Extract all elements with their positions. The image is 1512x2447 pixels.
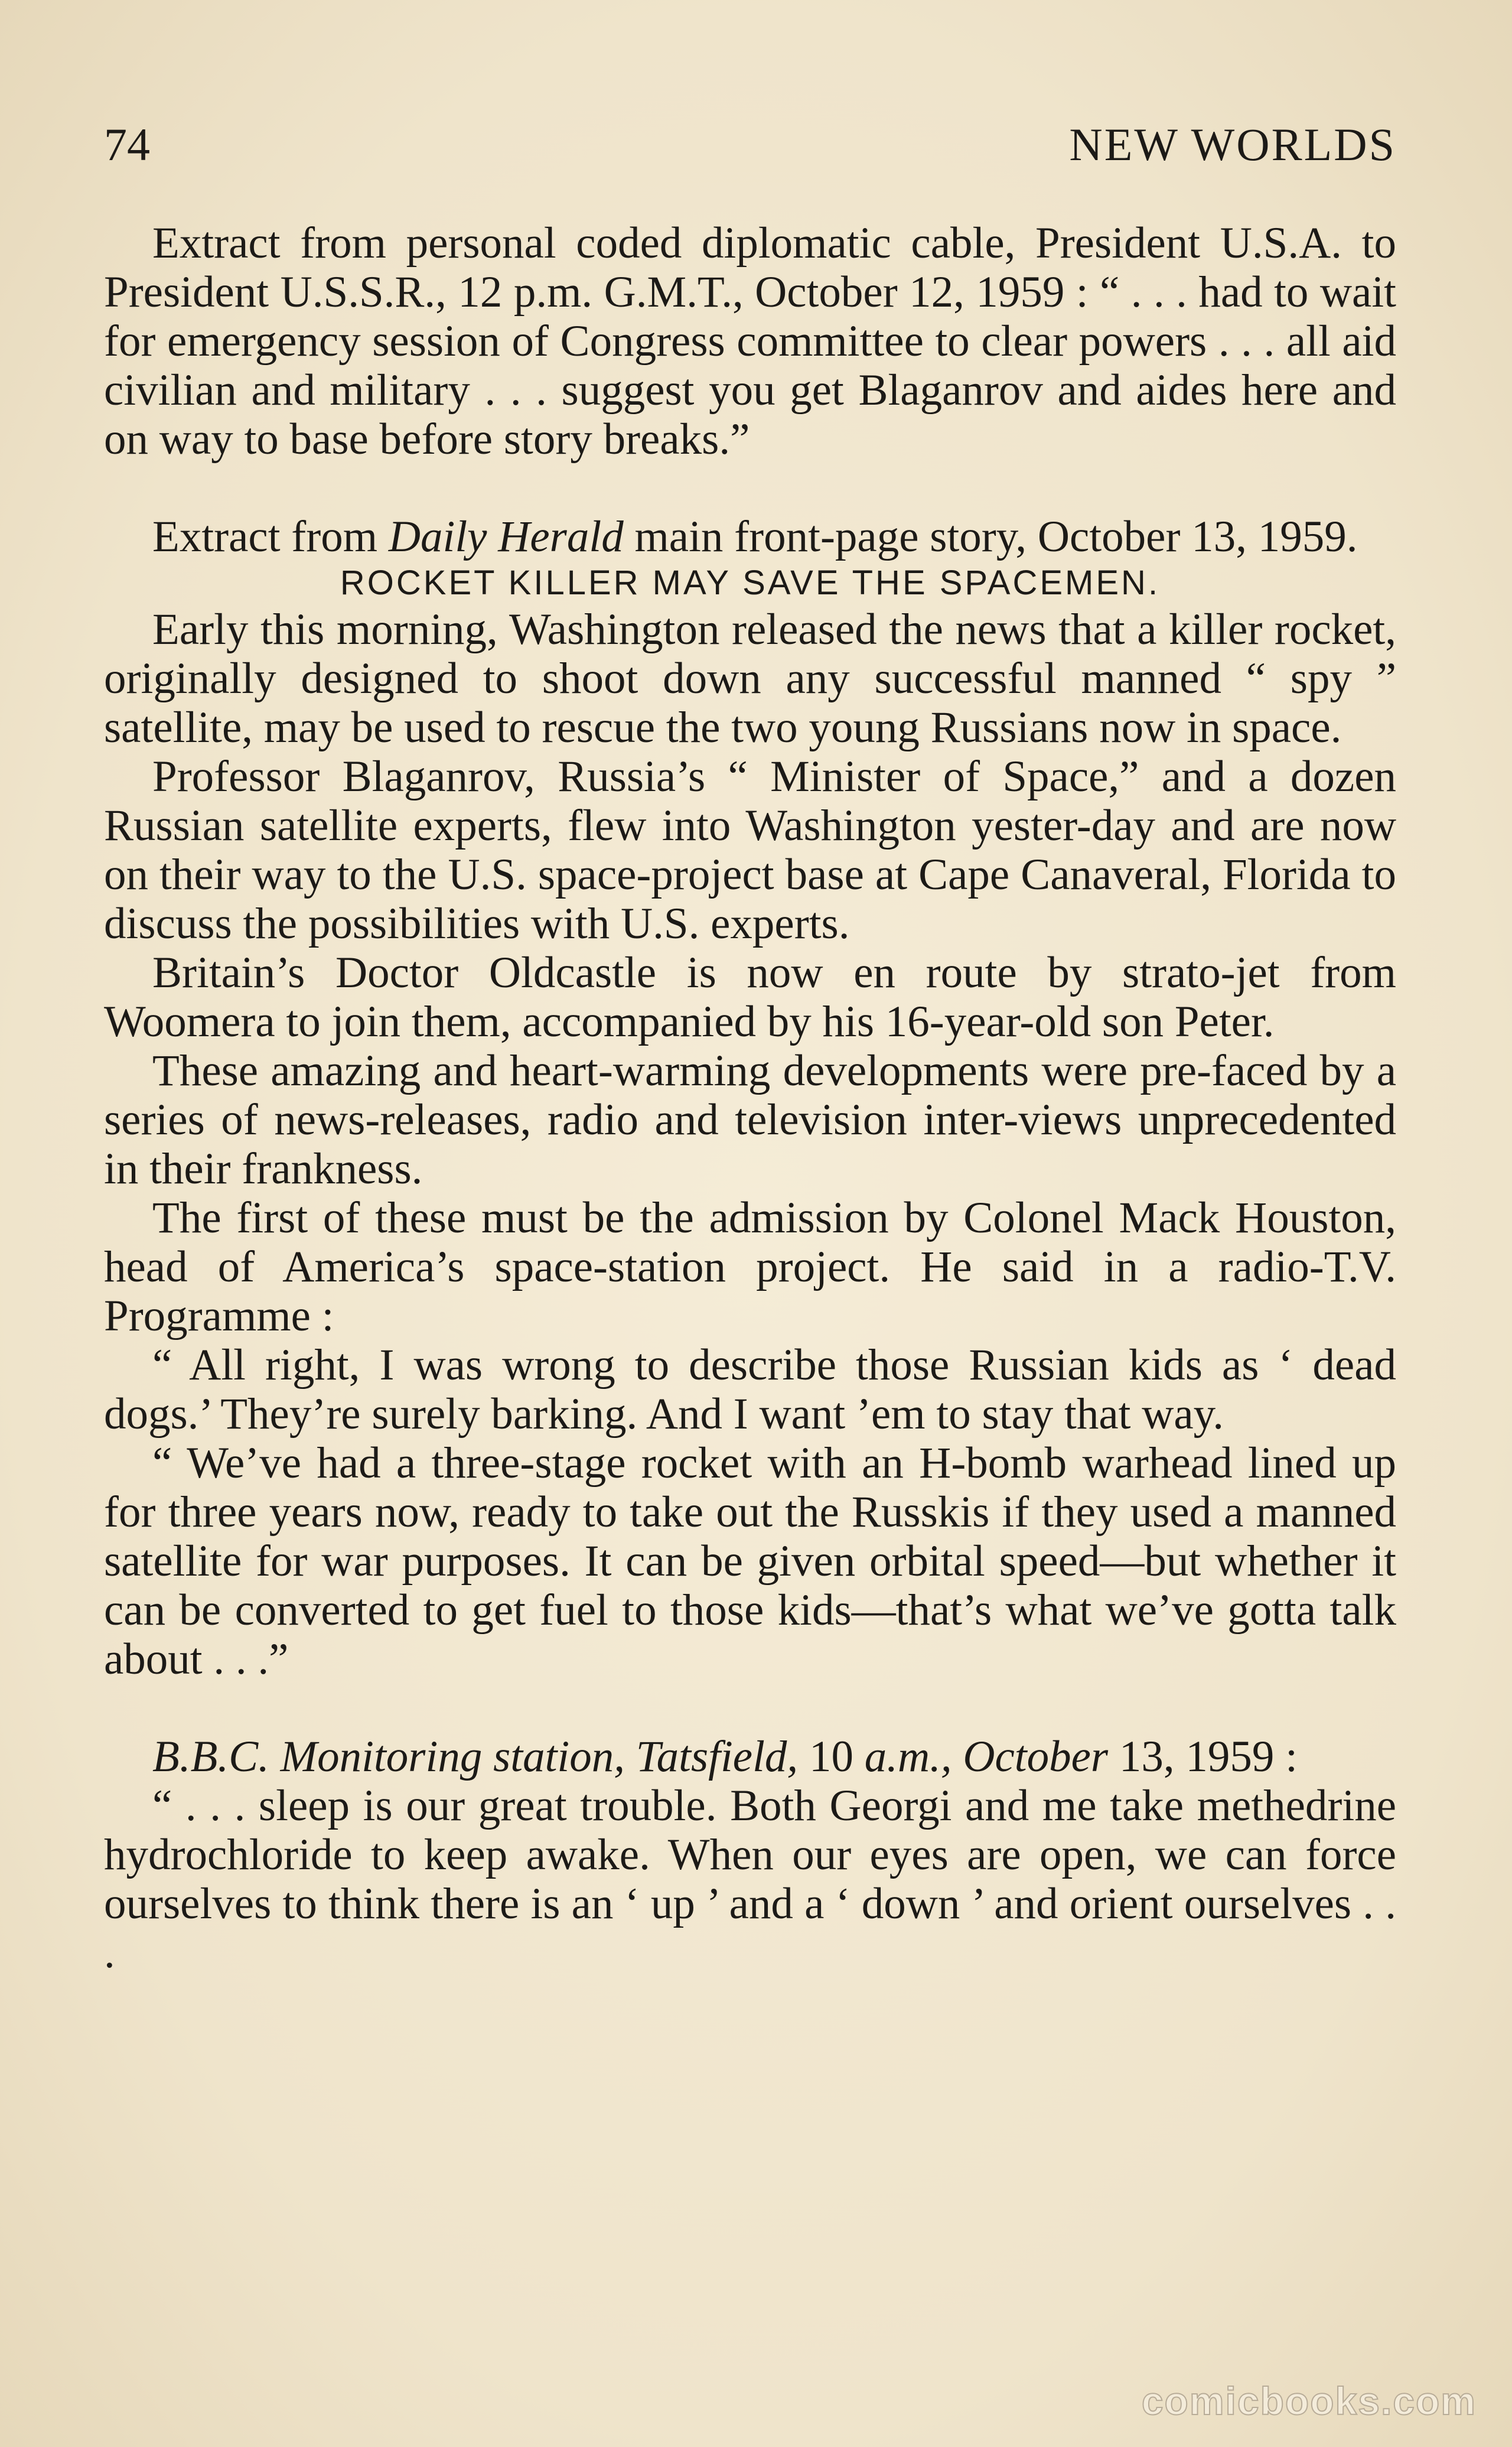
text-span: main front-page story, October 13, 1959. xyxy=(623,512,1358,561)
page-number: 74 xyxy=(104,119,150,170)
italic-span: B.B.C. Monitoring station, Tatsfield, xyxy=(152,1732,799,1781)
paragraph-news-3: Britain’s Doctor Oldcastle is now en route by strato-jet from Woomera to join them, accompanied by his 16-year-old son Peter. xyxy=(104,948,1396,1046)
newspaper-name: Daily Herald xyxy=(388,512,624,561)
running-title: NEW WORLDS xyxy=(1069,119,1396,170)
text-span: 13, 1959 : xyxy=(1108,1732,1298,1781)
text-span: 10 xyxy=(798,1732,865,1781)
paragraph-bbc-intro xyxy=(104,1732,1396,1781)
paragraph-transmission: “ . . . sleep is our great trouble. Both Georgi and me take methedrine hydrochloride to keep awake. When our eyes are open, we can force ourselves to think there is an ‘ up ’ and a ‘ down ’ and orient ourselves . . . xyxy=(104,1781,1396,1977)
paragraph-news-2: Professor Blaganrov, Russia’s “ Minister of Space,” and a dozen Russian satellite experts, flew into Washington yester-day and are now on their way to the U.S. space-project base at Cape Canaveral, Florida to discuss the possibilities with U.S. experts. xyxy=(104,752,1396,948)
italic-span: a.m., October xyxy=(864,1732,1109,1781)
paragraph-news-4: These amazing and heart-warming developments were pre-faced by a series of news-releases, radio and television inter-views unprecedented in their frankness. xyxy=(104,1046,1396,1193)
paragraph-cable-extract: Extract from personal coded diplomatic cable, President U.S.A. to President U.S.S.R., 12 p.m. G.M.T., October 12, 1959 : “ . . . had to wait for emergency session of Congress committee to clear powers . . . all aid civilian and military . . . suggest you get Blaganrov and aides here and on way to base before story breaks.” xyxy=(104,219,1396,464)
page-header xyxy=(104,118,1396,183)
section-gap xyxy=(104,1684,1396,1732)
paragraph-quote-2: “ We’ve had a three-stage rocket with an H-bomb warhead lined up for three years now, ready to take out the Russkis if they used a manned satellite for war purposes. It can be given orbital speed—but whether it can be converted to get fuel to those kids—that’s what we’ve gotta talk about . . .” xyxy=(104,1439,1396,1684)
paragraph-news-5: The first of these must be the admission by Colonel Mack Houston, head of America’s space-station project. He said in a radio-T.V. Programme : xyxy=(104,1193,1396,1340)
text-span: Extract from xyxy=(152,512,389,561)
page-body xyxy=(104,219,1396,1977)
paragraph-quote-1: “ All right, I was wrong to describe those Russian kids as ‘ dead dogs.’ They’re surely barking. And I want ’em to stay that way. xyxy=(104,1340,1396,1439)
paragraph-news-1: Early this morning, Washington released the news that a killer rocket, originally designed to shoot down any successful manned “ spy ” satellite, may be used to rescue the two young Russians now in space. xyxy=(104,605,1396,752)
watermark-logo: comicbooks.com xyxy=(1141,2379,1477,2423)
news-headline: ROCKET KILLER MAY SAVE THE SPACEMEN. xyxy=(340,564,1161,602)
paragraph-daily-herald-intro xyxy=(104,512,1396,561)
section-gap xyxy=(104,464,1396,512)
